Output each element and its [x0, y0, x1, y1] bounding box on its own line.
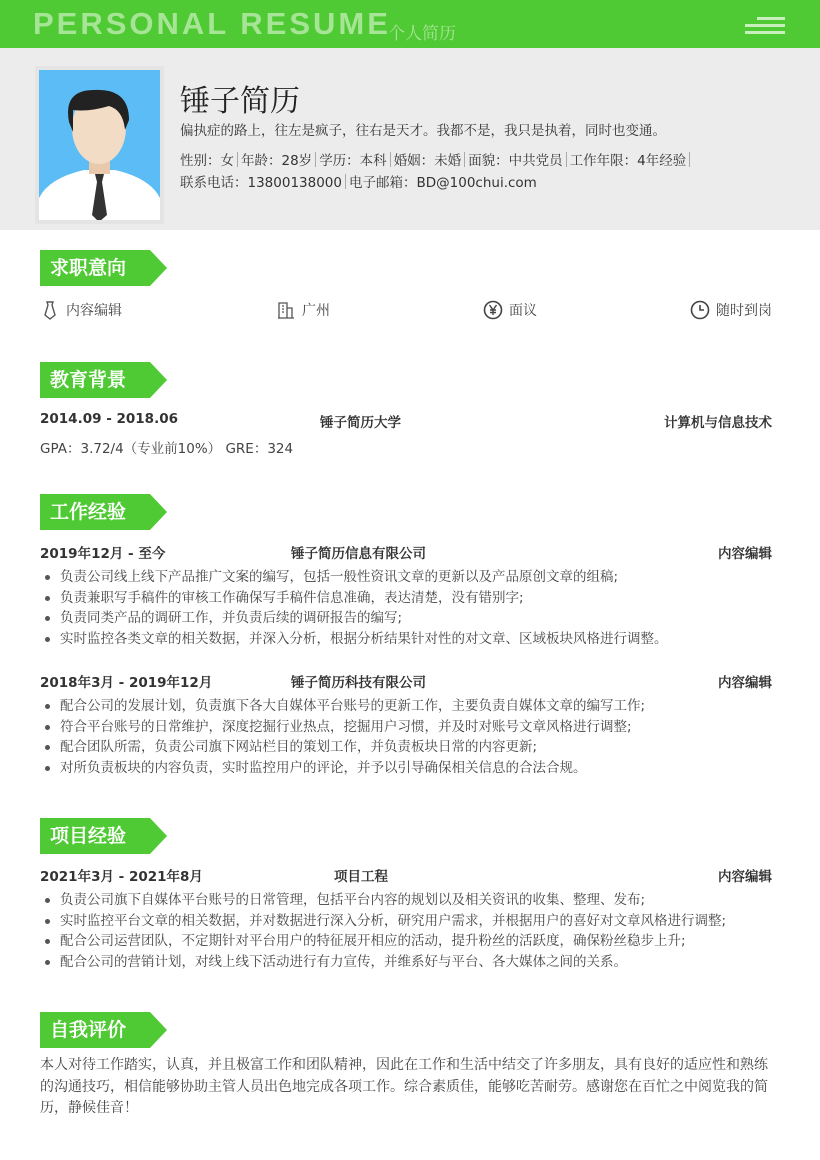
age: 年龄：28岁	[241, 153, 313, 169]
list-item: 负责兼职写手稿件的审核工作确保写手稿件信息准确，表达清楚，没有错别字;	[40, 588, 772, 609]
avatar-illustration-icon	[39, 70, 160, 220]
list-item: 负责公司线上线下产品推广文案的编写，包括一般性资讯文章的更新以及产品原创文章的组稿;	[40, 567, 772, 588]
section-title: 求职意向	[40, 250, 150, 286]
project-period: 2021年3月 - 2021年8月	[40, 869, 203, 885]
self-evaluation: 本人对待工作踏实，认真，并且极富工作和团队精神，因此在工作和生活中结交了许多朋友，具有良好的适应性和熟练的沟通技巧，相信能够协助主管人员出色地完成各项工作。综合素质佳，能够吃苦耐劳。感谢您在百忙之中阅览我的简历，静候佳音！	[40, 1057, 768, 1116]
intent-availability	[690, 300, 772, 320]
edu-period: 2014.09 - 2018.06	[40, 411, 178, 427]
yen-icon	[483, 300, 503, 320]
marital: 婚姻：未婚	[393, 153, 462, 169]
section-intent	[40, 250, 150, 286]
section-education	[40, 362, 150, 398]
degree: 学历：本科	[319, 153, 387, 169]
job-bullets	[40, 567, 772, 649]
list-item: 对所负责板块的内容负责，实时监控用户的评论，并予以引导确保相关信息的合法合规。	[40, 758, 772, 779]
section-title: 教育背景	[40, 362, 150, 398]
header-bar	[0, 0, 820, 48]
list-item: 负责同类产品的调研工作，并负责后续的调研报告的编写;	[40, 608, 772, 629]
title-cn: 个人简历	[388, 24, 456, 44]
job-header	[40, 542, 772, 562]
intent-position	[40, 300, 122, 320]
intent-salary	[483, 300, 537, 320]
gender: 性别：女	[180, 153, 234, 169]
list-item: 符合平台账号的日常维护，深度挖掘行业热点，挖掘用户习惯，并及时对账号文章风格进行调整;	[40, 717, 772, 738]
list-item: 负责公司旗下自媒体平台账号的日常管理，包括平台内容的规划以及相关资讯的收集、整理、发布;	[40, 890, 772, 911]
list-item: 配合公司的营销计划，对线上线下活动进行有力宣传，并维系好与平台、各大媒体之间的关系。	[40, 952, 772, 973]
job-period: 2019年12月 - 至今	[40, 546, 166, 562]
job-bullets	[40, 696, 772, 778]
edu-major: 计算机与信息技术	[664, 415, 772, 431]
building-icon	[276, 300, 296, 320]
job-company: 锤子简历信息有限公司	[291, 546, 426, 562]
avatar	[35, 66, 164, 224]
education-row	[40, 411, 772, 431]
intent-city	[276, 300, 330, 320]
list-item: 配合团队所需，负责公司旗下网站栏目的策划工作，并负责板块日常的内容更新;	[40, 737, 772, 758]
basic-info	[180, 150, 693, 194]
intent-label: 内容编辑	[66, 303, 122, 319]
job-header	[40, 671, 772, 691]
section-self	[40, 1012, 150, 1048]
project-role: 内容编辑	[718, 869, 772, 885]
email: 电子邮箱：BD@100chui.com	[348, 175, 537, 191]
intent-label: 面议	[509, 303, 537, 319]
candidate-name: 锤子简历	[180, 84, 300, 119]
section-title: 工作经验	[40, 494, 150, 530]
title-en: PERSONAL RESUME	[33, 6, 391, 41]
list-item: 配合公司运营团队，不定期针对平台用户的特征展开相应的活动，提升粉丝的活跃度，确保粉丝稳步上升;	[40, 931, 772, 952]
project-name: 项目工程	[334, 869, 388, 885]
intent-label: 广州	[302, 303, 330, 319]
job-company: 锤子简历科技有限公司	[291, 675, 426, 691]
tie-icon	[40, 300, 60, 320]
project-bullets	[40, 890, 772, 972]
job-role: 内容编辑	[718, 675, 772, 691]
section-work	[40, 494, 150, 530]
clock-icon	[690, 300, 710, 320]
phone: 联系电话：13800138000	[180, 175, 342, 191]
list-item: 实时监控各类文章的相关数据，并深入分析，根据分析结果针对性的对文章、区域板块风格进行调整。	[40, 629, 772, 650]
edu-detail: GPA：3.72/4（专业前10%） GRE：324	[40, 441, 294, 457]
section-title: 项目经验	[40, 818, 150, 854]
work-years: 工作年限：4年经验	[569, 153, 687, 169]
list-item: 实时监控平台文章的相关数据，并对数据进行深入分析，研究用户需求，并根据用户的喜好对文章风格进行调整;	[40, 911, 772, 932]
job-role: 内容编辑	[718, 546, 772, 562]
job-period: 2018年3月 - 2019年12月	[40, 675, 213, 691]
list-item: 配合公司的发展计划，负责旗下各大自媒体平台账号的更新工作，主要负责自媒体文章的编写工作;	[40, 696, 772, 717]
section-title: 自我评价	[40, 1012, 150, 1048]
intent-label: 随时到岗	[716, 303, 772, 319]
project-header	[40, 865, 772, 885]
edu-school: 锤子简历大学	[320, 415, 401, 431]
political: 面貌：中共党员	[468, 153, 563, 169]
section-project	[40, 818, 150, 854]
motto: 偏执症的路上，往左是疯子，往右是天才。我都不是，我只是执着，同时也变通。	[180, 123, 666, 139]
menu-icon[interactable]	[745, 17, 785, 35]
